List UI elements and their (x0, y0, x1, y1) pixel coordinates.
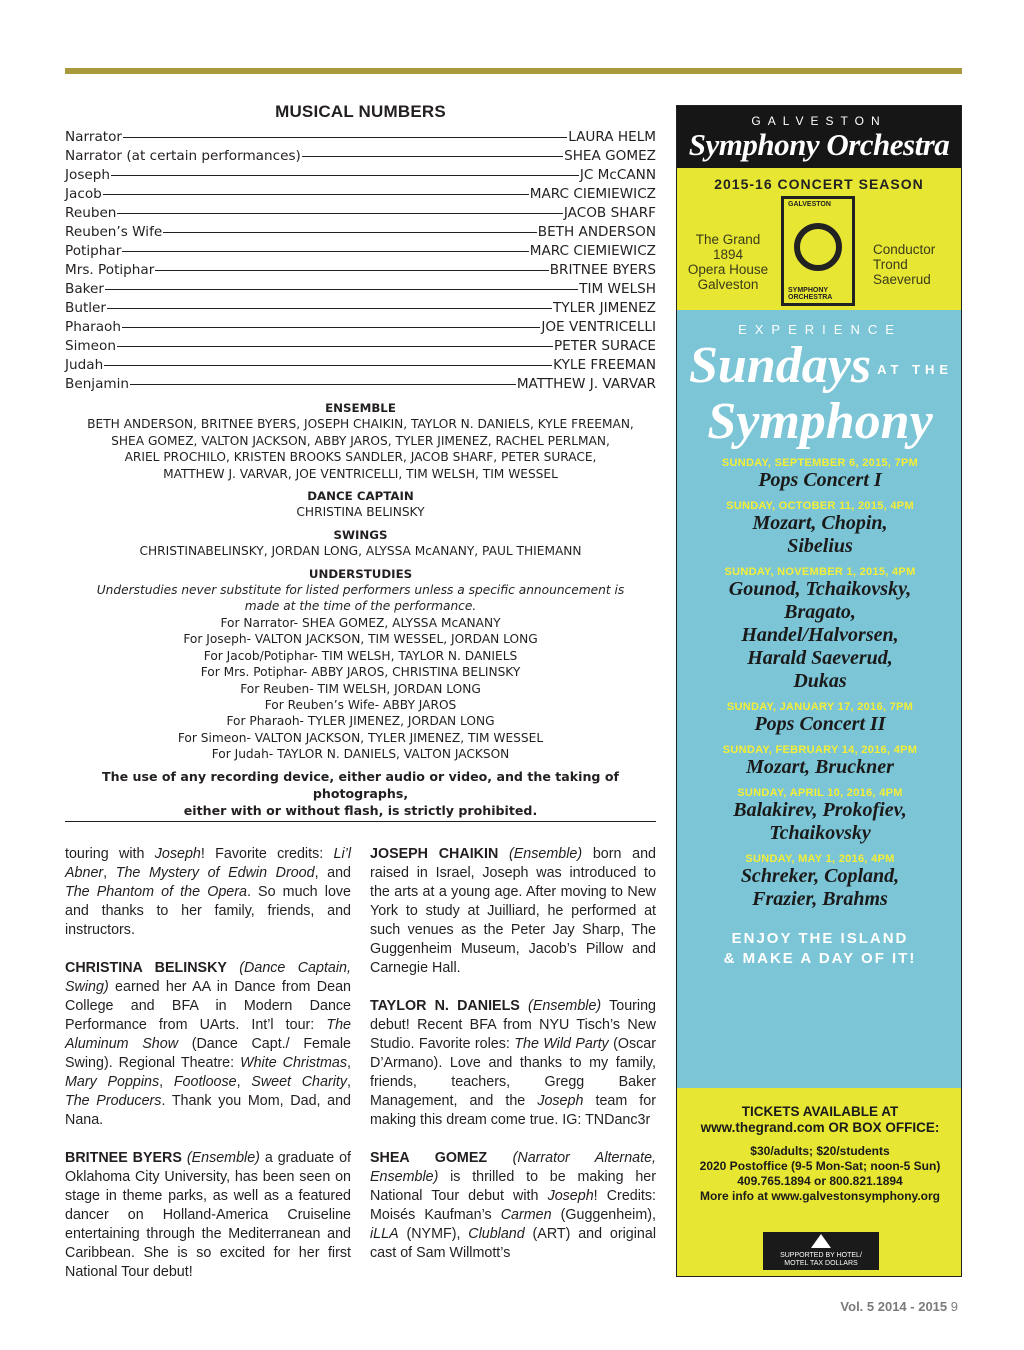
french-horn-emblem-icon: GALVESTON SYMPHONY ORCHESTRA (781, 196, 855, 306)
bio-name: CHRISTINA BELINSKY (65, 960, 227, 976)
cast-row (65, 166, 656, 185)
event-program: Balakirev, Prokofiev, (733, 799, 907, 822)
leader-line (123, 137, 567, 138)
role-name: Pharaoh (65, 319, 121, 335)
bio-paragraph: CHRISTINA BELINSKY (Dance Captain, Swing) earned her AA in Dance from Dean College and BFA in Modern Dance Performance from UArts. Int’l tour: The Aluminum Show (Dance Capt./ Female Swing). Regional Theatre: White Christmas, Mary Poppins, Footloose, Sweet Charity, The Producers. Thank you Mom, Dad, and Nana. (65, 960, 351, 1128)
house-icon (811, 1234, 831, 1248)
bio-name: SHEA GOMEZ (370, 1150, 488, 1166)
role-name: Judah (65, 357, 104, 373)
role-name: Narrator (65, 129, 123, 145)
role-name: Joseph (65, 167, 111, 183)
role-name: Mrs. Potiphar (65, 262, 155, 278)
actor-name: LAURA HELM (568, 129, 656, 145)
role-name: Butler (65, 300, 107, 316)
section-divider (65, 821, 656, 822)
event-program: Schreker, Copland, (740, 865, 900, 888)
event-program: Dukas (793, 670, 847, 693)
actor-name: BRITNEE BYERS (549, 262, 656, 278)
leader-line (104, 365, 552, 366)
ad-season: 2015-16 CONCERT SEASON (714, 176, 924, 192)
actor-name: PETER SURACE (553, 338, 656, 354)
actor-name: MARC CIEMIEWICZ (529, 186, 656, 202)
cast-row (65, 185, 656, 204)
event-date: SUNDAY, OCTOBER 11, 2015, 4PM (726, 500, 914, 513)
bio-paragraph: touring with Joseph! Favorite credits: Li’l Abner, The Mystery of Edwin Drood, and The Phantom of the Opera. So much love and thanks to her family, friends, and instructors. (65, 846, 351, 938)
ad-enjoy: ENJOY THE ISLAND & MAKE A DAY OF IT! (723, 930, 917, 968)
ad-orchestra-name: Symphony Orchestra (688, 127, 950, 162)
cast-row (65, 147, 656, 166)
actor-name: TYLER JIMENEZ (553, 300, 656, 316)
event-date: SUNDAY, JANUARY 17, 2016, 7PM (726, 701, 914, 714)
cast-row (65, 299, 656, 318)
event-date: SUNDAY, NOVEMBER 1, 2015, 4PM (724, 566, 916, 579)
role-name: Potiphar (65, 243, 122, 259)
event-program: Bragato, (784, 601, 856, 624)
understudy-line: For Judah- TAYLOR N. DANIELS, VALTON JACKSON (211, 747, 510, 762)
leader-line (130, 384, 516, 385)
bio-paragraph: JOSEPH CHAIKIN (Ensemble) born and raised in Israel, Joseph was introduced to the arts at a young age. After moving to New York to study at Juilliard, he performed at such venues as the Peter Jay Sharp, The Guggenheim Museum, Jacob’s Pillow and Carnegie Hall. (370, 846, 656, 976)
volume-label: Vol. 5 2014 - 2015 (840, 1299, 948, 1314)
ad-concert-listing (677, 310, 962, 1088)
leader-line (117, 213, 562, 214)
dance-captain-heading: DANCE CAPTAIN (307, 489, 414, 504)
symphony-advertisement (676, 105, 962, 1277)
cast-row (65, 337, 656, 356)
role-list (65, 128, 656, 394)
dance-captain: CHRISTINA BELINSKY (296, 505, 425, 520)
cast-row (65, 204, 656, 223)
actor-name: JACOB SHARF (563, 205, 656, 221)
ad-venue-block (677, 192, 961, 312)
bio-name: JOSEPH CHAIKIN (370, 846, 499, 862)
understudies-note: made at the time of the performance. (244, 599, 477, 614)
event-program: Handel/Halvorsen, (741, 624, 899, 647)
leader-line (107, 308, 552, 309)
event-program: Frazier, Brahms (752, 888, 888, 911)
cast-title: MUSICAL NUMBERS (275, 102, 446, 121)
understudies-heading: UNDERSTUDIES (308, 566, 413, 581)
role-name: Simeon (65, 338, 116, 354)
ad-galveston: GALVESTON (751, 114, 887, 128)
understudy-line: For Reuben- TIM WELSH, JORDAN LONG (240, 681, 481, 696)
cast-list (65, 102, 656, 819)
ad-ticket-details: $30/adults; $20/students 2020 Postoffice (9-5 Mon-Sat; noon-5 Sun) 409.765.1894 or 800.821.1894 More info at www.galvestonsymphony.org (699, 1144, 941, 1203)
leader-line (302, 156, 563, 157)
leader-line (103, 194, 529, 195)
bio-name: TAYLOR N. DANIELS (370, 998, 520, 1014)
ad-tickets-heading: TICKETS AVAILABLE AT www.thegrand.com OR BOX OFFICE: (700, 1104, 940, 1135)
bio-name: BRITNEE BYERS (65, 1150, 182, 1166)
event-program: Pops Concert II (754, 713, 886, 736)
page-number: 9 (950, 1299, 958, 1314)
understudy-line: For Reuben’s Wife- ABBY JAROS (264, 697, 457, 712)
swings: CHRISTINABELINSKY, JORDAN LONG, ALYSSA McANANY, PAUL THIEMANN (139, 544, 582, 559)
actor-name: BETH ANDERSON (537, 224, 656, 240)
role-name: Narrator (at certain performances) (65, 148, 301, 164)
cast-row (65, 280, 656, 299)
event-program: Mozart, Bruckner (746, 756, 894, 779)
actor-name: JC McCANN (579, 167, 656, 183)
warning-line: The use of any recording device, either audio or video, and the taking of photographs, (102, 768, 619, 801)
ensemble-line: ARIEL PROCHILO, KRISTEN BROOKS SANDLER, JACOB SHARF, PETER SURACE, (124, 450, 597, 465)
understudy-line: For Pharaoh- TYLER JIMENEZ, JORDAN LONG (226, 714, 495, 729)
understudy-line: For Jacob/Potiphar- TIM WELSH, TAYLOR N. DANIELS (203, 648, 518, 663)
leader-line (155, 270, 548, 271)
actor-name: SHEA GOMEZ (564, 148, 656, 164)
event-program: Gounod, Tchaikovsky, (728, 578, 912, 601)
leader-line (163, 232, 537, 233)
ensemble-line: SHEA GOMEZ, VALTON JACKSON, ABBY JAROS, TYLER JIMENEZ, RACHEL PERLMAN, (111, 433, 610, 448)
ensemble-line: BETH ANDERSON, BRITNEE BYERS, JOSEPH CHAIKIN, TAYLOR N. DANIELS, KYLE FREEMAN, (87, 417, 634, 432)
event-program: Pops Concert I (758, 469, 882, 492)
actor-name: MARC CIEMIEWICZ (529, 243, 656, 259)
event-program: Harald Saeverud, (747, 647, 893, 670)
bio-column-right (370, 845, 656, 1282)
leader-line (122, 327, 540, 328)
ad-sundays: Sundays AT THE (689, 337, 954, 394)
top-rule (65, 68, 962, 74)
actor-name: JOE VENTRICELLI (541, 319, 656, 335)
warning-line: either with or without flash, is strictly prohibited. (183, 802, 538, 818)
bio-paragraph: SHEA GOMEZ (Narrator Alternate, Ensemble) is thrilled to be making her National Tour debut with Joseph! Credits: Moisés Kaufman’s Carmen (Guggenheim), iLLA (NYMF), Clubland (ART) and original cast of Sam Willmott’s (370, 1150, 656, 1261)
event-program: Sibelius (787, 535, 853, 558)
event-date: SUNDAY, MAY 1, 2016, 4PM (745, 853, 895, 866)
cast-row (65, 375, 656, 394)
event-date: SUNDAY, APRIL 10, 2016, 4PM (737, 787, 903, 800)
actor-name: TIM WELSH (579, 281, 656, 297)
event-date: SUNDAY, SEPTEMBER 6, 2015, 7PM (721, 457, 919, 470)
actor-name: KYLE FREEMAN (553, 357, 656, 373)
ad-venue: The Grand 1894 Opera House Galveston (687, 232, 769, 292)
role-name: Benjamin (65, 376, 130, 392)
role-name: Reuben’s Wife (65, 224, 163, 240)
leader-line (117, 346, 553, 347)
page-folio (840, 1299, 958, 1314)
hotel-tax-badge: SUPPORTED BY HOTEL/ MOTEL TAX DOLLARS (763, 1232, 879, 1270)
cast-row (65, 242, 656, 261)
understudy-line: For Simeon- VALTON JACKSON, TYLER JIMENEZ, TIM WESSEL (177, 730, 544, 745)
cast-row (65, 356, 656, 375)
bio-column-left (65, 845, 351, 1301)
understudy-line: For Mrs. Potiphar- ABBY JAROS, CHRISTINA BELINSKY (200, 665, 521, 680)
leader-line (111, 175, 579, 176)
ad-experience: EXPERIENCE (738, 322, 902, 337)
understudy-line: For Joseph- VALTON JACKSON, TIM WESSEL, JORDAN LONG (183, 632, 538, 647)
cast-row (65, 128, 656, 147)
bio-paragraph: BRITNEE BYERS (Ensemble) a graduate of Oklahoma City University, has been seen on stage in theme parks, as well as a featured dancer on Holland-America Cruiseline entertaining through the Mediterranean and Caribbean. She is so excited for her first National Tour debut! (65, 1150, 351, 1280)
ad-event-list (677, 457, 962, 911)
ensemble-heading: ENSEMBLE (325, 401, 396, 415)
role-name: Jacob (65, 186, 102, 202)
role-name: Baker (65, 281, 104, 297)
cast-row (65, 223, 656, 242)
understudy-line: For Narrator- SHEA GOMEZ, ALYSSA McANANY (220, 615, 501, 630)
leader-line (105, 289, 578, 290)
role-name: Reuben (65, 205, 117, 221)
swings-heading: SWINGS (333, 527, 388, 542)
event-date: SUNDAY, FEBRUARY 14, 2016, 4PM (722, 744, 918, 757)
actor-name: MATTHEW J. VARVAR (516, 376, 656, 392)
leader-line (122, 251, 528, 252)
ad-header (677, 106, 961, 168)
cast-row (65, 318, 656, 337)
ensemble-line: MATTHEW J. VARVAR, JOE VENTRICELLI, TIM WELSH, TIM WESSEL (163, 466, 558, 481)
ad-conductor: Conductor Trond Saeverud (873, 242, 936, 287)
ad-tickets (677, 1096, 962, 1204)
understudies-note: Understudies never substitute for listed performers unless a specific announcement is (96, 583, 625, 598)
ad-symphony: Symphony (707, 393, 933, 451)
event-program: Tchaikovsky (769, 822, 871, 845)
bio-paragraph: TAYLOR N. DANIELS (Ensemble) Touring debut! Recent BFA from NYU Tisch’s New Studio. Favorite roles: The Wild Party (Oscar D’Armano). Love and thanks to my family, friends, teachers, Gregg Baker Management, and the Joseph team for making this dream come true. IG: TNDanc3r (370, 998, 656, 1128)
cast-row (65, 261, 656, 280)
company-credits (65, 400, 656, 819)
recording-warning (65, 768, 656, 819)
event-program: Mozart, Chopin, (752, 512, 888, 535)
